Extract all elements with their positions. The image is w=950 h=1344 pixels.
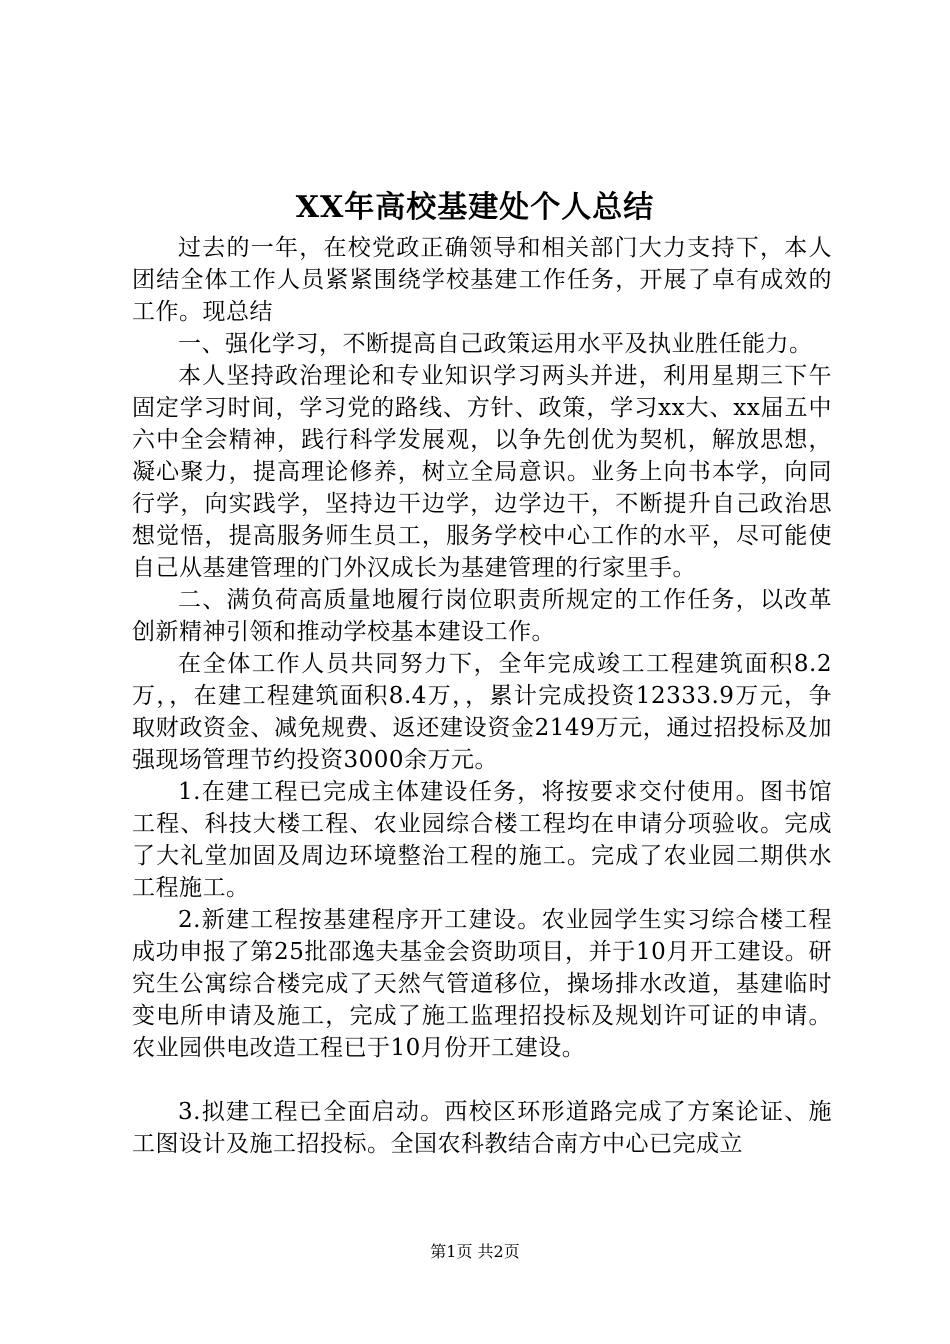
paragraph-item-2: 2.新建工程按基建程序开工建设。农业园学生实习综合楼工程成功申报了第25批邵逸夫基金会资助项目，并于10月开工建设。研究生公寓综合楼完成了天然气管道移位，操场排水改道，基建临时变电所申请及施工，完成了施工监理招投标及规划许可证的申请。农业园供电改造工程已于10月份开工建设。 (132, 907, 832, 1061)
page-footer: 第1页 共2页 (430, 1242, 520, 1261)
document-body (132, 232, 832, 1160)
paragraph-section-2-heading: 二、满负荷高质量地履行岗位职责所规定的工作任务，以改革创新精神引领和推动学校基本建设工作。 (132, 587, 832, 645)
paragraph-achievements: 在全体工作人员共同努力下，全年完成竣工工程建筑面积8.2万，，在建工程建筑面积8.4万，，累计完成投资12333.9万元，争取财政资金、减免规费、返还建设资金2149万元，通过招投标及加强现场管理节约投资3000余万元。 (132, 651, 832, 773)
paragraph-intro: 过去的一年，在校党政正确领导和相关部门大力支持下，本人团结全体工作人员紧紧围绕学校基建工作任务，开展了卓有成效的工作。现总结 (132, 235, 832, 325)
paragraph-item-3: 3.拟建工程已全面启动。西校区环形道路完成了方案论证、施工图设计及施工招投标。全国农科教结合南方中心已完成立 (132, 1099, 832, 1157)
paragraph-section-1-heading: 一、强化学习，不断提高自己政策运用水平及执业胜任能力。 (178, 331, 813, 357)
page-title: XX年高校基建处个人总结 (295, 190, 655, 225)
paragraph-item-1: 1.在建工程已完成主体建设任务，将按要求交付使用。图书馆工程、科技大楼工程、农业园综合楼工程均在申请分项验收。完成了大礼堂加固及周边环境整治工程的施工。完成了农业园二期供水工程施工。 (132, 779, 832, 901)
paragraph-study: 本人坚持政治理论和专业知识学习两头并进，利用星期三下午固定学习时间，学习党的路线、方针、政策，学习xx大、xx届五中六中全会精神，践行科学发展观，以争先创优为契机，解放思想，凝心聚力，提高理论修养，树立全局意识。业务上向书本学，向同行学，向实践学，坚持边干边学，边学边干，不断提升自己政治思想觉悟，提高服务师生员工，服务学校中心工作的水平，尽可能使自己从基建管理的门外汉成长为基建管理的行家里手。 (132, 363, 832, 581)
